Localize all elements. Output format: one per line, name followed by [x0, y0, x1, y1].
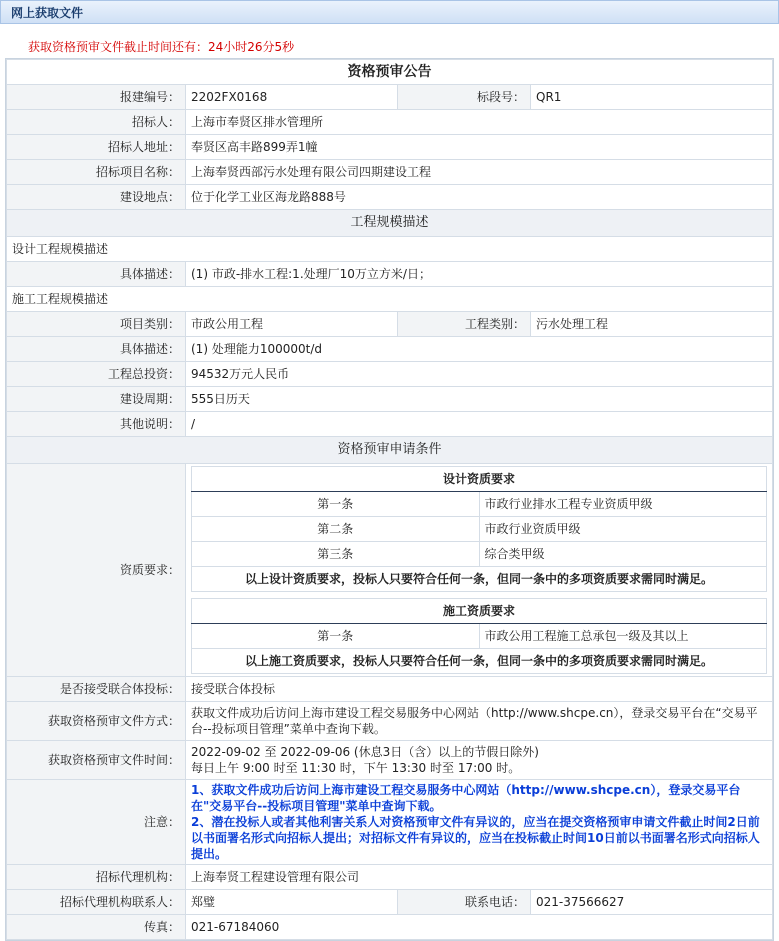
investment-label: 工程总投资：: [7, 362, 186, 387]
tenderer-address-label: 招标人地址：: [7, 135, 186, 160]
design-qualification-title: 设计资质要求: [192, 467, 767, 492]
phone-value: 021-37566627: [531, 890, 773, 915]
consortium-value: 接受联合体投标: [186, 677, 773, 702]
other-notes-value: /: [186, 412, 773, 437]
obtain-method-label: 获取资格预审文件方式：: [7, 702, 186, 741]
announcement-table: [6, 59, 773, 940]
build-qualification-table: [191, 598, 767, 674]
design-item-no: 第三条: [192, 542, 480, 567]
work-category-value: 污水处理工程: [531, 312, 773, 337]
design-desc-value: (1) 市政-排水工程:1.处理厂10万立方米/日；: [186, 262, 773, 287]
build-item-text: 市政公用工程施工总承包一级及其以上: [479, 624, 767, 649]
project-code-label: 报建编号：: [7, 85, 186, 110]
project-name-value: 上海奉贤西部污水处理有限公司四期建设工程: [186, 160, 773, 185]
duration-value: 555日历天: [186, 387, 773, 412]
tenderer-label: 招标人：: [7, 110, 186, 135]
obtain-time-range: 2022-09-02 至 2022-09-06 (休息3日（含）以上的节假日除外): [191, 745, 539, 759]
fax-value: 021-67184060: [186, 915, 773, 940]
design-item-text: 市政行业资质甲级: [479, 517, 767, 542]
notice-item-1: 1、获取文件成功后访问上海市建设工程交易服务中心网站（http://www.shcpe.cn），登录交易平台在"交易平台--投标项目管理"菜单中查询下载。: [191, 783, 741, 813]
design-qualification-summary: 以上设计资质要求，投标人只要符合任何一条，但同一条中的多项资质要求需同时满足。: [192, 567, 767, 592]
agency-label: 招标代理机构：: [7, 865, 186, 890]
page-title: 资格预审公告: [7, 60, 773, 85]
fax-label: 传真：: [7, 915, 186, 940]
design-qualification-table: [191, 466, 767, 592]
project-category-label: 项目类别：: [7, 312, 186, 337]
build-qualification-summary: 以上施工资质要求，投标人只要符合任何一条，但同一条中的多项资质要求需同时满足。: [192, 649, 767, 674]
design-item-text: 市政行业排水工程专业资质甲级: [479, 492, 767, 517]
obtain-time-label: 获取资格预审文件时间：: [7, 741, 186, 780]
notice-cell: [186, 780, 773, 865]
site-value: 位于化学工业区海龙路888号: [186, 185, 773, 210]
panel-title: 网上获取文件: [0, 0, 779, 24]
obtain-time-hours: 每日上午 9:00 时至 11:30 时，下午 13:30 时至 17:00 时。: [191, 761, 521, 775]
design-item-no: 第二条: [192, 517, 480, 542]
consortium-label: 是否接受联合体投标：: [7, 677, 186, 702]
site-label: 建设地点：: [7, 185, 186, 210]
work-category-label: 工程类别：: [398, 312, 531, 337]
design-scale-title: 设计工程规模描述: [7, 237, 773, 262]
obtain-time-cell: [186, 741, 773, 780]
design-item-no: 第一条: [192, 492, 480, 517]
agency-value: 上海奉贤工程建设管理有限公司: [186, 865, 773, 890]
obtain-method-value: 获取文件成功后访问上海市建设工程交易服务中心网站（http://www.shcpe.cn），登录交易平台在“交易平台--投标项目管理”菜单中查询下载。: [186, 702, 773, 741]
investment-value: 94532万元人民币: [186, 362, 773, 387]
qualification-cell: [186, 464, 773, 677]
tenderer-address-value: 奉贤区高丰路899弄1幢: [186, 135, 773, 160]
other-notes-label: 其他说明：: [7, 412, 186, 437]
section-no-value: QR1: [531, 85, 773, 110]
build-item-no: 第一条: [192, 624, 480, 649]
build-scale-title: 施工工程规模描述: [7, 287, 773, 312]
phone-label: 联系电话：: [398, 890, 531, 915]
deadline-countdown: 获取资格预审文件截止时间还有：24小时26分5秒: [28, 40, 295, 54]
duration-label: 建设周期：: [7, 387, 186, 412]
build-desc-label: 具体描述：: [7, 337, 186, 362]
qualification-label: 资质要求：: [7, 464, 186, 677]
build-desc-value: (1) 处理能力100000t/d: [186, 337, 773, 362]
project-code-value: 2202FX0168: [186, 85, 398, 110]
notice-item-2: 2、潜在投标人或者其他利害关系人对资格预审文件有异议的，应当在提交资格预审申请文件截止时间2日前以书面署名形式向招标人提出；对招标文件有异议的，应当在投标截止时间10日前以书面署名形式向招标人提出。: [191, 815, 760, 861]
design-item-text: 综合类甲级: [479, 542, 767, 567]
scale-section-title: 工程规模描述: [7, 210, 773, 237]
notice-label: 注意：: [7, 780, 186, 865]
build-qualification-title: 施工资质要求: [192, 599, 767, 624]
agency-contact-label: 招标代理机构联系人：: [7, 890, 186, 915]
tenderer-value: 上海市奉贤区排水管理所: [186, 110, 773, 135]
section-no-label: 标段号：: [398, 85, 531, 110]
project-category-value: 市政公用工程: [186, 312, 398, 337]
announcement-panel: [5, 58, 774, 941]
project-name-label: 招标项目名称：: [7, 160, 186, 185]
conditions-section-title: 资格预审申请条件: [7, 437, 773, 464]
design-desc-label: 具体描述：: [7, 262, 186, 287]
agency-contact-value: 郑璧: [186, 890, 398, 915]
